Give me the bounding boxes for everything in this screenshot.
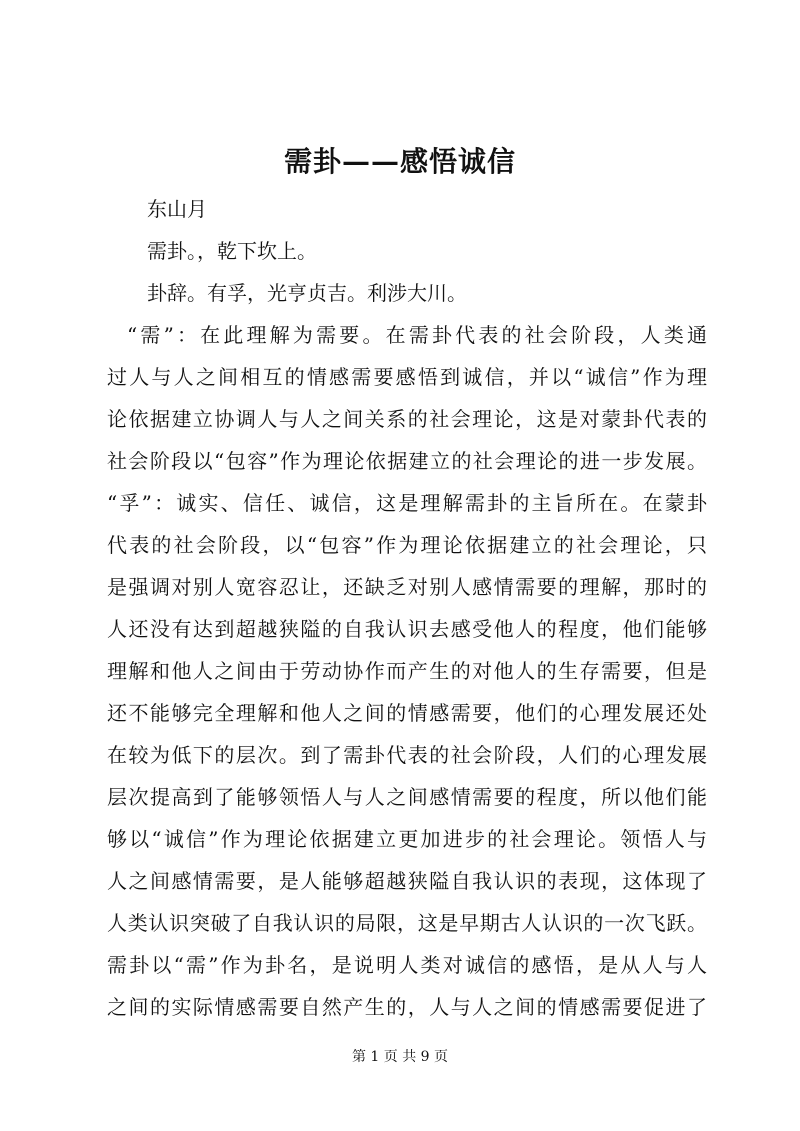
document-title: 需卦——感悟诚信 [283, 145, 516, 178]
text-line: 理解和他人之间由于劳动协作而产生的对他人的生存需要，但是 [107, 659, 707, 683]
text-line: 层次提高到了能够领悟人与人之间感情需要的程度，所以他们能 [107, 785, 707, 809]
text-line: 在较为低下的层次。到了需卦代表的社会阶段，人们的心理发展 [107, 743, 707, 767]
text-line: 过人与人之间相互的情感需要感悟到诚信，并以“诚信”作为理 [107, 365, 707, 389]
text-line: 论依据建立协调人与人之间关系的社会理论，这是对蒙卦代表的 [107, 407, 707, 431]
text-line: “孚”：诚实、信任、诚信，这是理解需卦的主旨所在。在蒙卦 [107, 491, 707, 515]
document-body [107, 188, 707, 1028]
text-line: 够以“诚信”作为理论依据建立更加进步的社会理论。领悟人与 [107, 827, 707, 851]
text-line: 人类认识突破了自我认识的局限，这是早期古人认识的一次飞跃。 [107, 911, 707, 935]
text-line: 卦辞。有孚，光亨贞吉。利涉大川。 [147, 281, 467, 305]
text-line: 之间的实际情感需要自然产生的，人与人之间的情感需要促进了 [107, 995, 707, 1019]
author-line: 东山月 [147, 197, 207, 221]
text-line: 是强调对别人宽容忍让，还缺乏对别人感情需要的理解，那时的 [107, 575, 707, 599]
page-footer: 第 1 页 共 9 页 [351, 1049, 449, 1065]
text-line: “需”：在此理解为需要。在需卦代表的社会阶段，人类通 [127, 323, 707, 347]
text-line: 代表的社会阶段，以“包容”作为理论依据建立的社会理论，只 [107, 533, 707, 557]
text-line: 社会阶段以“包容”作为理论依据建立的社会理论的进一步发展。 [107, 449, 707, 473]
text-line: 人还没有达到超越狭隘的自我认识去感受他人的程度，他们能够 [107, 617, 707, 641]
text-line: 人之间感情需要，是人能够超越狭隘自我认识的表现，这体现了 [107, 869, 707, 893]
text-line: 需卦以“需”作为卦名，是说明人类对诚信的感悟，是从人与人 [107, 953, 707, 977]
text-line: 需卦。，乾下坎上。 [147, 239, 317, 263]
text-line: 还不能够完全理解和他人之间的情感需要，他们的心理发展还处 [107, 701, 707, 725]
